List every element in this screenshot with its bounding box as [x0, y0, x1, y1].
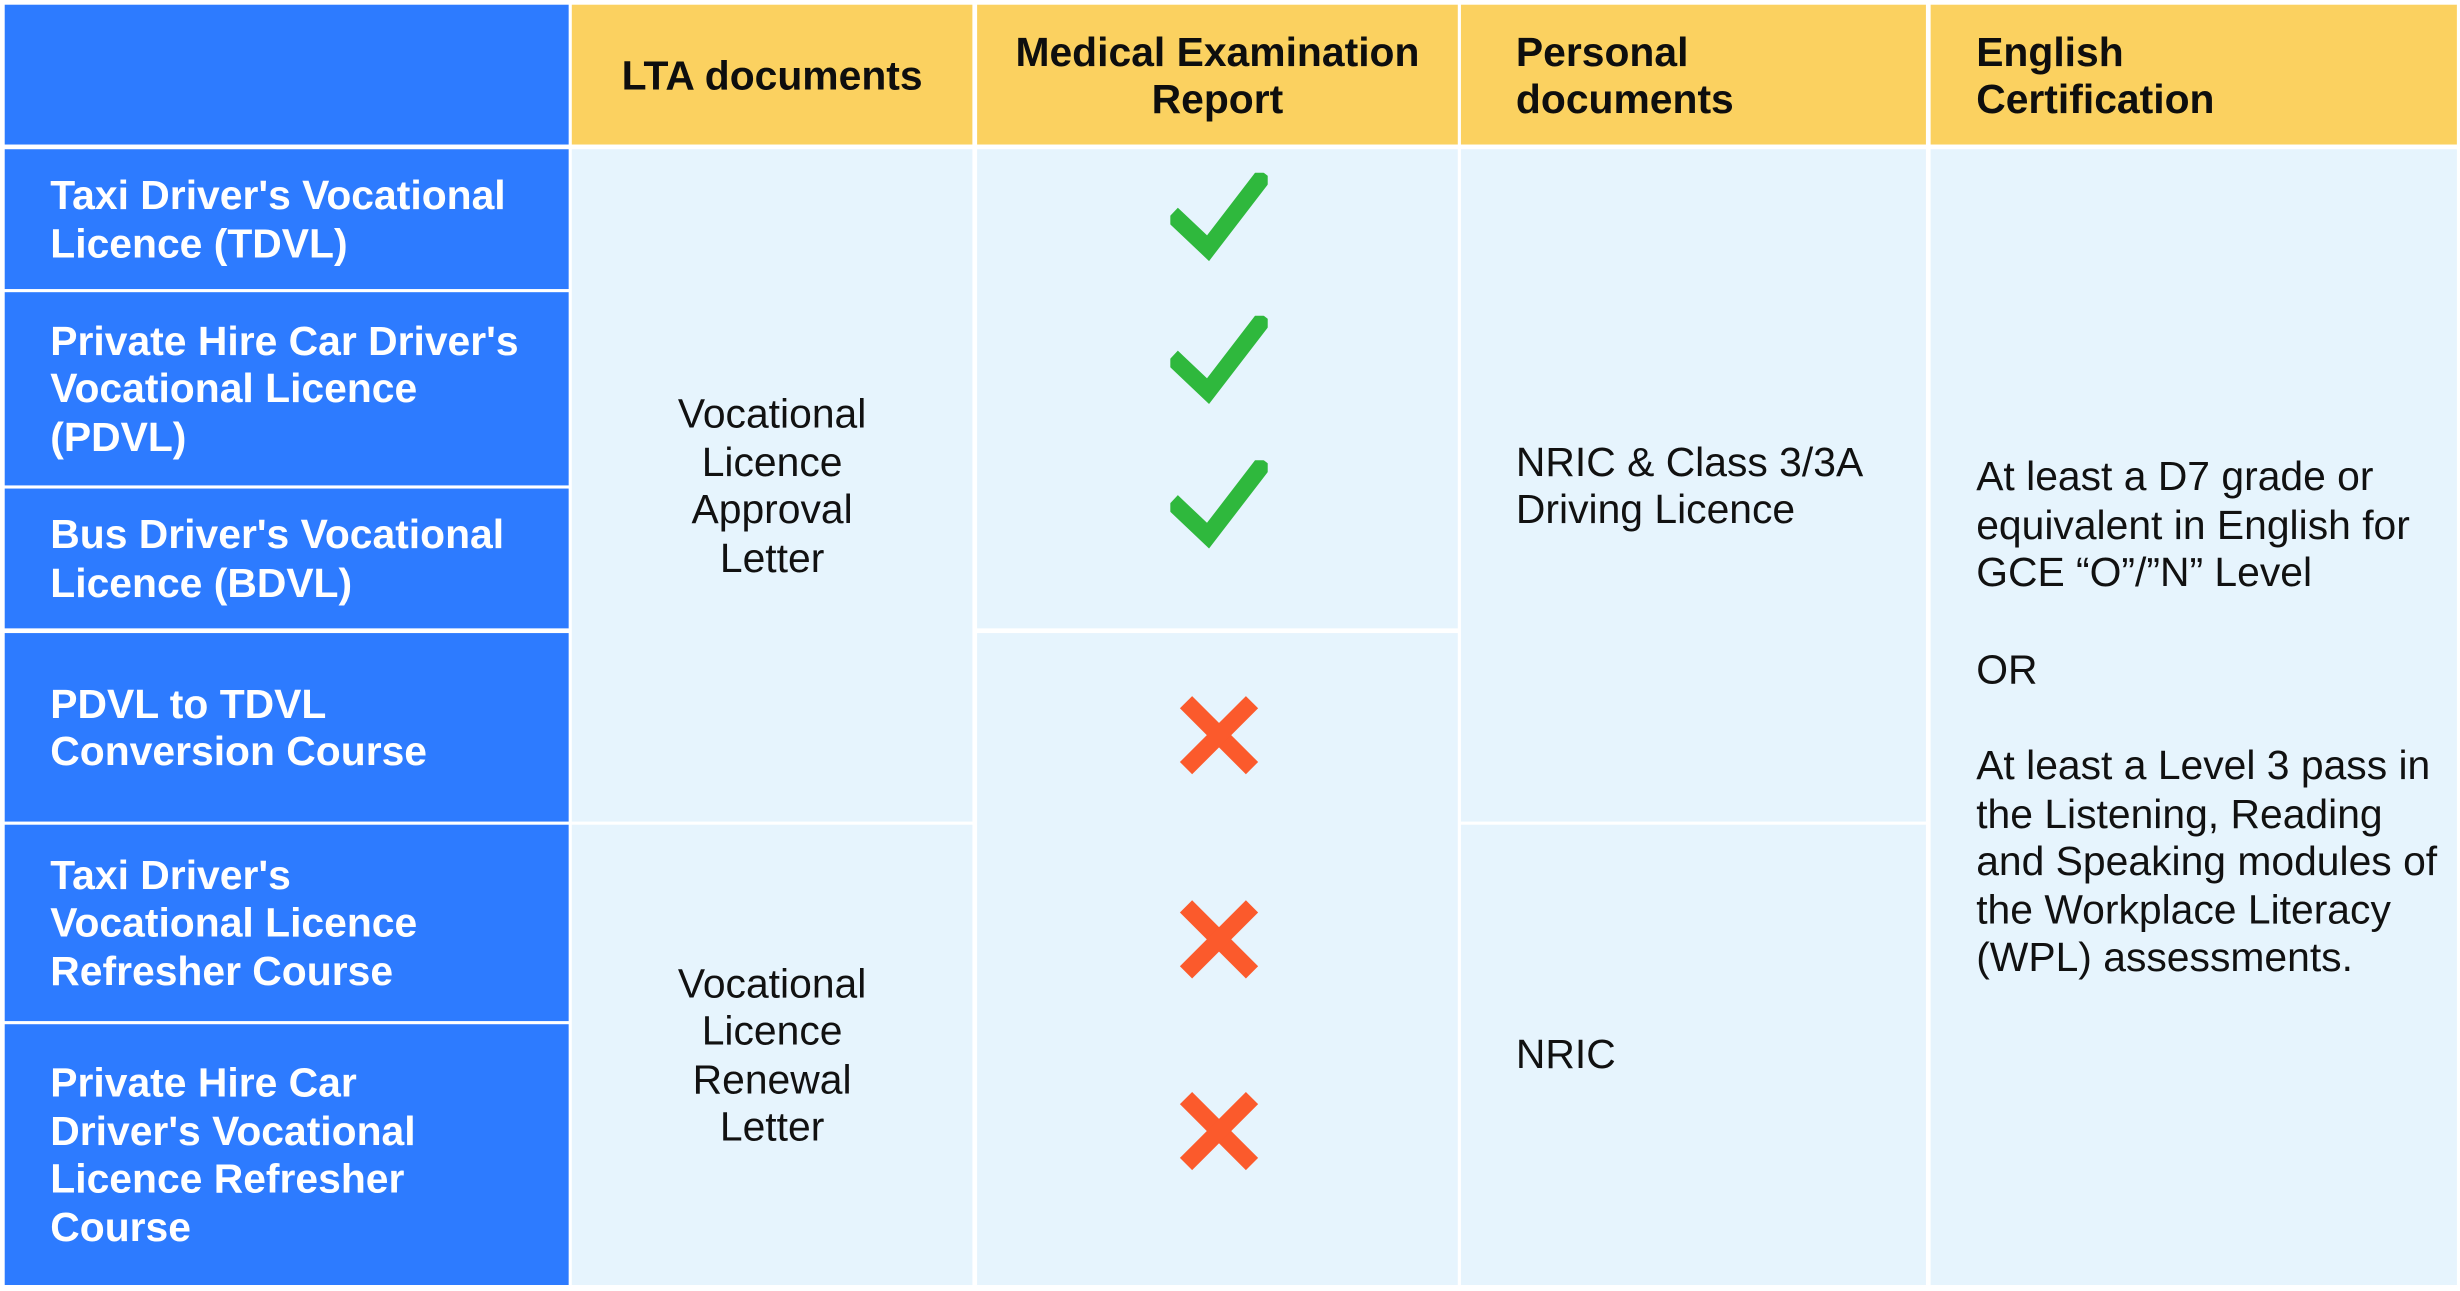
english-option-b: At least a Level 3 pass in the Listening, Reading and Speaking modules of the Workplace Literacy (WPL) assessments. — [1976, 741, 2438, 981]
header-medical-examination-report: Medical Examination Report — [977, 5, 1458, 145]
header-english-certification: English Certification — [1931, 5, 2457, 145]
header-lta-documents: LTA documents — [572, 5, 973, 145]
cross-icon — [1177, 897, 1262, 982]
row-label-pdvl-refresher: Private Hire Car Driver's Vocational Licence Refresher Course — [5, 1024, 569, 1285]
row-label-pdvl-to-tdvl-conversion: PDVL to TDVL Conversion Course — [5, 633, 569, 822]
english-requirement — [1976, 453, 2441, 982]
row-label-tdvl: Taxi Driver's Vocational Licence (TDVL) — [5, 149, 569, 289]
header-personal-documents: Personal documents — [1461, 5, 1926, 145]
english-option-a: At least a D7 grade or equivalent in English for GCE “O”/”N” Level — [1976, 452, 2410, 596]
personal-nric-and-driving-licence: NRIC & Class 3/3A Driving Licence — [1461, 149, 1926, 821]
english-certification-cell — [1931, 149, 2457, 1285]
row-label-bdvl: Bus Driver's Vocational Licence (BDVL) — [5, 489, 569, 629]
row-label-pdvl: Private Hire Car Driver's Vocational Licence (PDVL) — [5, 292, 569, 485]
cross-icon — [1177, 693, 1262, 778]
cross-icon — [1177, 1089, 1262, 1174]
check-icon — [1170, 173, 1267, 264]
medical-required-cell — [977, 149, 1458, 628]
lta-renewal-letter: Vocational Licence Renewal Letter — [572, 825, 973, 1285]
check-icon — [1170, 460, 1267, 551]
row-label-tdvl-refresher: Taxi Driver's Vocational Licence Refresher Course — [5, 825, 569, 1021]
header-corner — [5, 5, 569, 145]
medical-not-required-cell — [977, 633, 1458, 1285]
lta-approval-letter: Vocational Licence Approval Letter — [572, 149, 973, 821]
english-or-separator: OR — [1976, 645, 2038, 693]
check-icon — [1170, 316, 1267, 407]
personal-nric: NRIC — [1461, 825, 1926, 1285]
